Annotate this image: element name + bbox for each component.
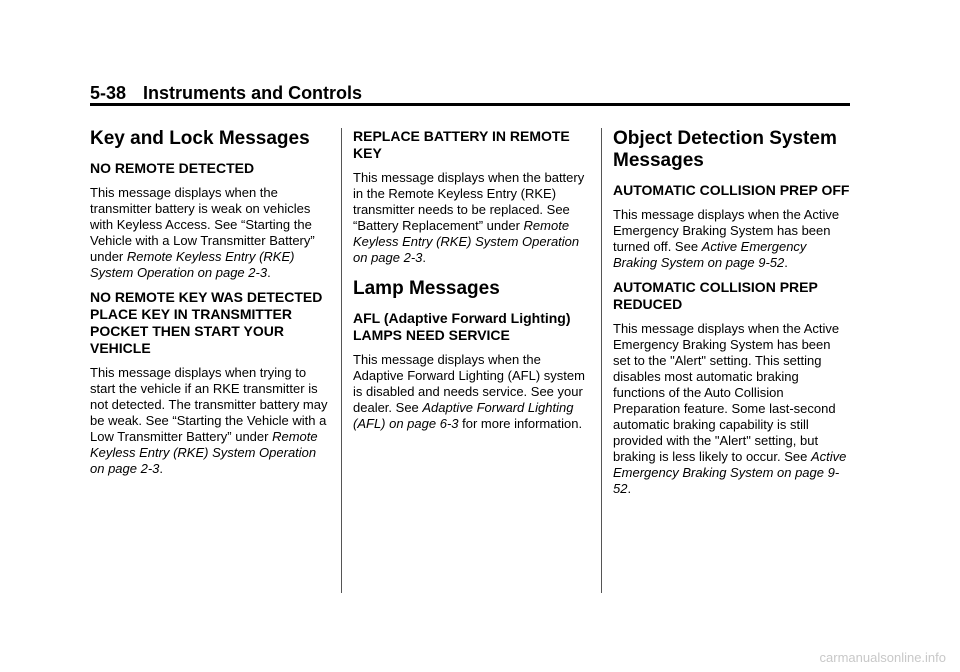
message-heading: AUTOMATIC COLLISION PREP OFF <box>613 182 850 198</box>
page-reference[interactable]: Remote Keyless Entry (RKE) System Operation on page 2-3 <box>90 429 318 476</box>
message-heading: NO REMOTE DETECTED <box>90 160 255 176</box>
section-title: Instruments and Controls <box>143 83 363 103</box>
header-rule <box>90 103 850 106</box>
page-reference[interactable]: Adaptive Forward Lighting (AFL) on page 6-3 <box>353 400 574 431</box>
watermark: carmanualsonline.info <box>819 650 946 665</box>
message-description: This message displays when the Active Emergency Braking System has been turned off. See Active Emergency Braking System on page 9-52. <box>613 207 840 270</box>
column-divider <box>601 128 602 593</box>
section-heading: Object Detection System Messages <box>613 128 837 171</box>
column-3 <box>613 128 851 505</box>
page-header <box>90 82 850 104</box>
column-divider <box>341 128 342 593</box>
message-heading: REPLACE BATTERY IN REMOTE KEY <box>353 128 570 161</box>
message-heading: NO REMOTE KEY WAS DETECTED PLACE KEY IN TRANSMITTER POCKET THEN START YOUR VEHICLE <box>90 289 323 356</box>
column-2 <box>353 128 591 440</box>
page-reference[interactable]: Remote Keyless Entry (RKE) System Operation on page 2-3 <box>353 218 580 265</box>
section-heading: Key and Lock Messages <box>90 128 310 149</box>
message-description: This message displays when trying to start the vehicle if an RKE transmitter is not detected. The transmitter battery may be weak. See “Starting the Vehicle with a Low Transmitter Battery” under Remote Keyless Entry (RKE) System Operation on page 2-3. <box>90 365 328 476</box>
message-description: This message displays when the battery in the Remote Keyless Entry (RKE) transmitter needs to be replaced. See “Battery Replacement” under Remote Keyless Entry (RKE) System Operation on page 2-3. <box>353 170 585 265</box>
message-description: This message displays when the Adaptive Forward Lighting (AFL) system is disabled and needs service. See your dealer. See Adaptive Forward Lighting (AFL) on page 6-3 for more information. <box>353 352 585 431</box>
column-1 <box>90 128 328 485</box>
page-reference[interactable]: Remote Keyless Entry (RKE) System Operation on page 2-3 <box>90 249 295 280</box>
page-reference[interactable]: Active Emergency Braking System on page 9-52 <box>613 239 807 270</box>
message-heading: AFL (Adaptive Forward Lighting) LAMPS NEED SERVICE <box>353 310 571 343</box>
page-reference[interactable]: Active Emergency Braking System on page 9-52 <box>613 449 847 496</box>
message-heading: AUTOMATIC COLLISION PREP REDUCED <box>613 279 818 312</box>
page-number: 5-38 <box>90 83 127 103</box>
message-description: This message displays when the Active Emergency Braking System has been set to the "Alert" setting. This setting disables most automatic braking functions of the Auto Collision Preparation feature. Some last-second automatic braking capability is still provided with the "Alert" setting, but braking is less likely to occur. See Active Emergency Braking System on page 9-52. <box>613 321 847 496</box>
message-description: This message displays when the transmitter battery is weak on vehicles with Keyless Access. See “Starting the Vehicle with a Low Transmitter Battery” under Remote Keyless Entry (RKE) System Operation on page 2-3. <box>90 185 315 280</box>
section-heading: Lamp Messages <box>353 278 500 299</box>
